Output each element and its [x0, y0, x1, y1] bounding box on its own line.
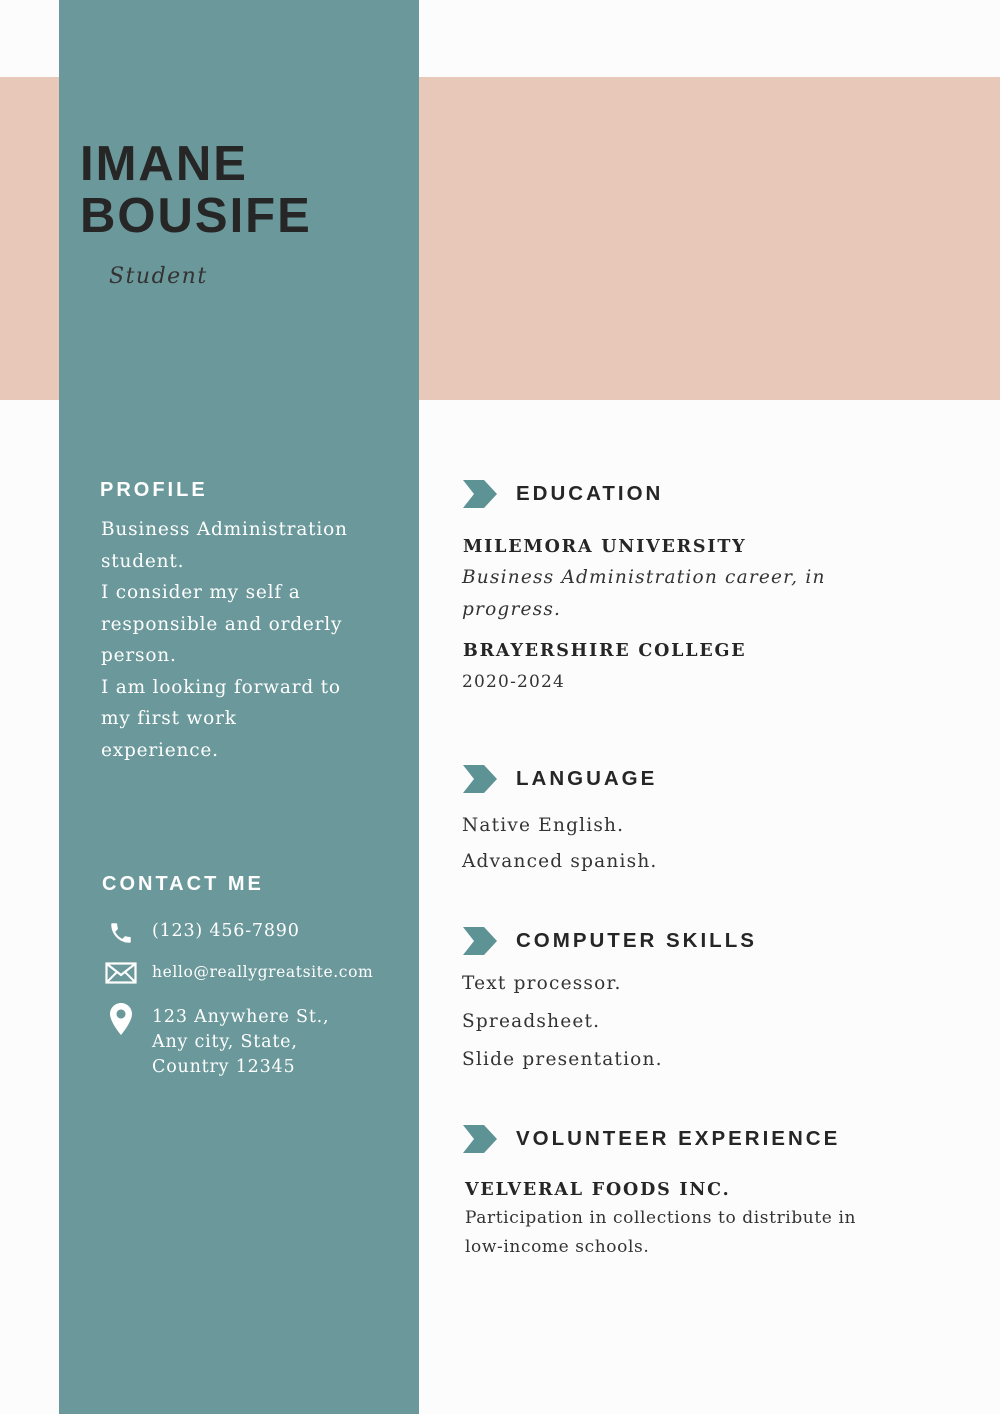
profile-line: Business Administration: [101, 519, 348, 540]
profile-line: responsible and orderly: [101, 613, 343, 635]
education-heading-row: [463, 480, 663, 508]
last-name: BOUSIFE: [80, 189, 312, 243]
chevron-right-icon: [463, 480, 497, 508]
profile-heading: PROFILE: [100, 479, 208, 501]
education-detail: Business Administration career, in progress.: [462, 567, 826, 620]
volunteer-heading-row: [463, 1125, 840, 1153]
role-title: Student: [109, 264, 208, 289]
skill-item: Text processor.: [462, 973, 622, 994]
profile-line: my first work: [101, 708, 237, 729]
location-pin-icon: [104, 1003, 138, 1037]
first-name: IMANE: [80, 137, 248, 191]
mail-icon: [104, 962, 138, 990]
education-school: MILEMORA UNIVERSITY: [463, 537, 747, 557]
contact-phone-row: [104, 920, 300, 948]
education-years: 2020-2024: [462, 672, 566, 692]
chevron-right-icon: [463, 927, 497, 955]
language-heading-row: [463, 765, 657, 793]
address-line: 123 Anywhere St.,: [152, 1007, 330, 1027]
volunteer-organization: VELVERAL FOODS INC.: [465, 1180, 731, 1200]
profile-line: I am looking forward to: [101, 676, 341, 698]
education-school: BRAYERSHIRE COLLEGE: [463, 641, 747, 661]
contact-heading: CONTACT ME: [102, 873, 264, 895]
volunteer-description: Participation in collections to distribute in low-income schools.: [465, 1208, 857, 1257]
skill-item: Slide presentation.: [462, 1049, 663, 1070]
address-line: Country 12345: [152, 1057, 296, 1077]
person-name: [80, 138, 312, 242]
profile-line: student.: [101, 550, 185, 572]
contact-email-row: [104, 962, 373, 990]
language-heading: LANGUAGE: [516, 767, 658, 790]
email-address[interactable]: hello@reallygreatsite.com: [152, 963, 374, 981]
profile-line: experience.: [101, 739, 219, 761]
contact-address-row: [104, 1003, 329, 1080]
postal-address: [152, 1005, 329, 1080]
chevron-right-icon: [463, 1125, 497, 1153]
skill-item: Spreadsheet.: [462, 1011, 601, 1032]
phone-number[interactable]: (123) 456-7890: [152, 921, 300, 941]
phone-icon: [104, 920, 138, 948]
computer-skills-heading: COMPUTER SKILLS: [516, 929, 757, 952]
profile-line: I consider my self a: [101, 582, 301, 603]
profile-text: [101, 514, 401, 766]
computer-skills-heading-row: [463, 927, 757, 955]
language-item: Advanced spanish.: [462, 851, 658, 872]
address-line: Any city, State,: [152, 1032, 298, 1052]
language-item: Native English.: [462, 815, 625, 836]
volunteer-heading: VOLUNTEER EXPERIENCE: [516, 1127, 841, 1150]
profile-line: person.: [101, 645, 177, 666]
chevron-right-icon: [463, 765, 497, 793]
education-heading: EDUCATION: [516, 482, 664, 505]
